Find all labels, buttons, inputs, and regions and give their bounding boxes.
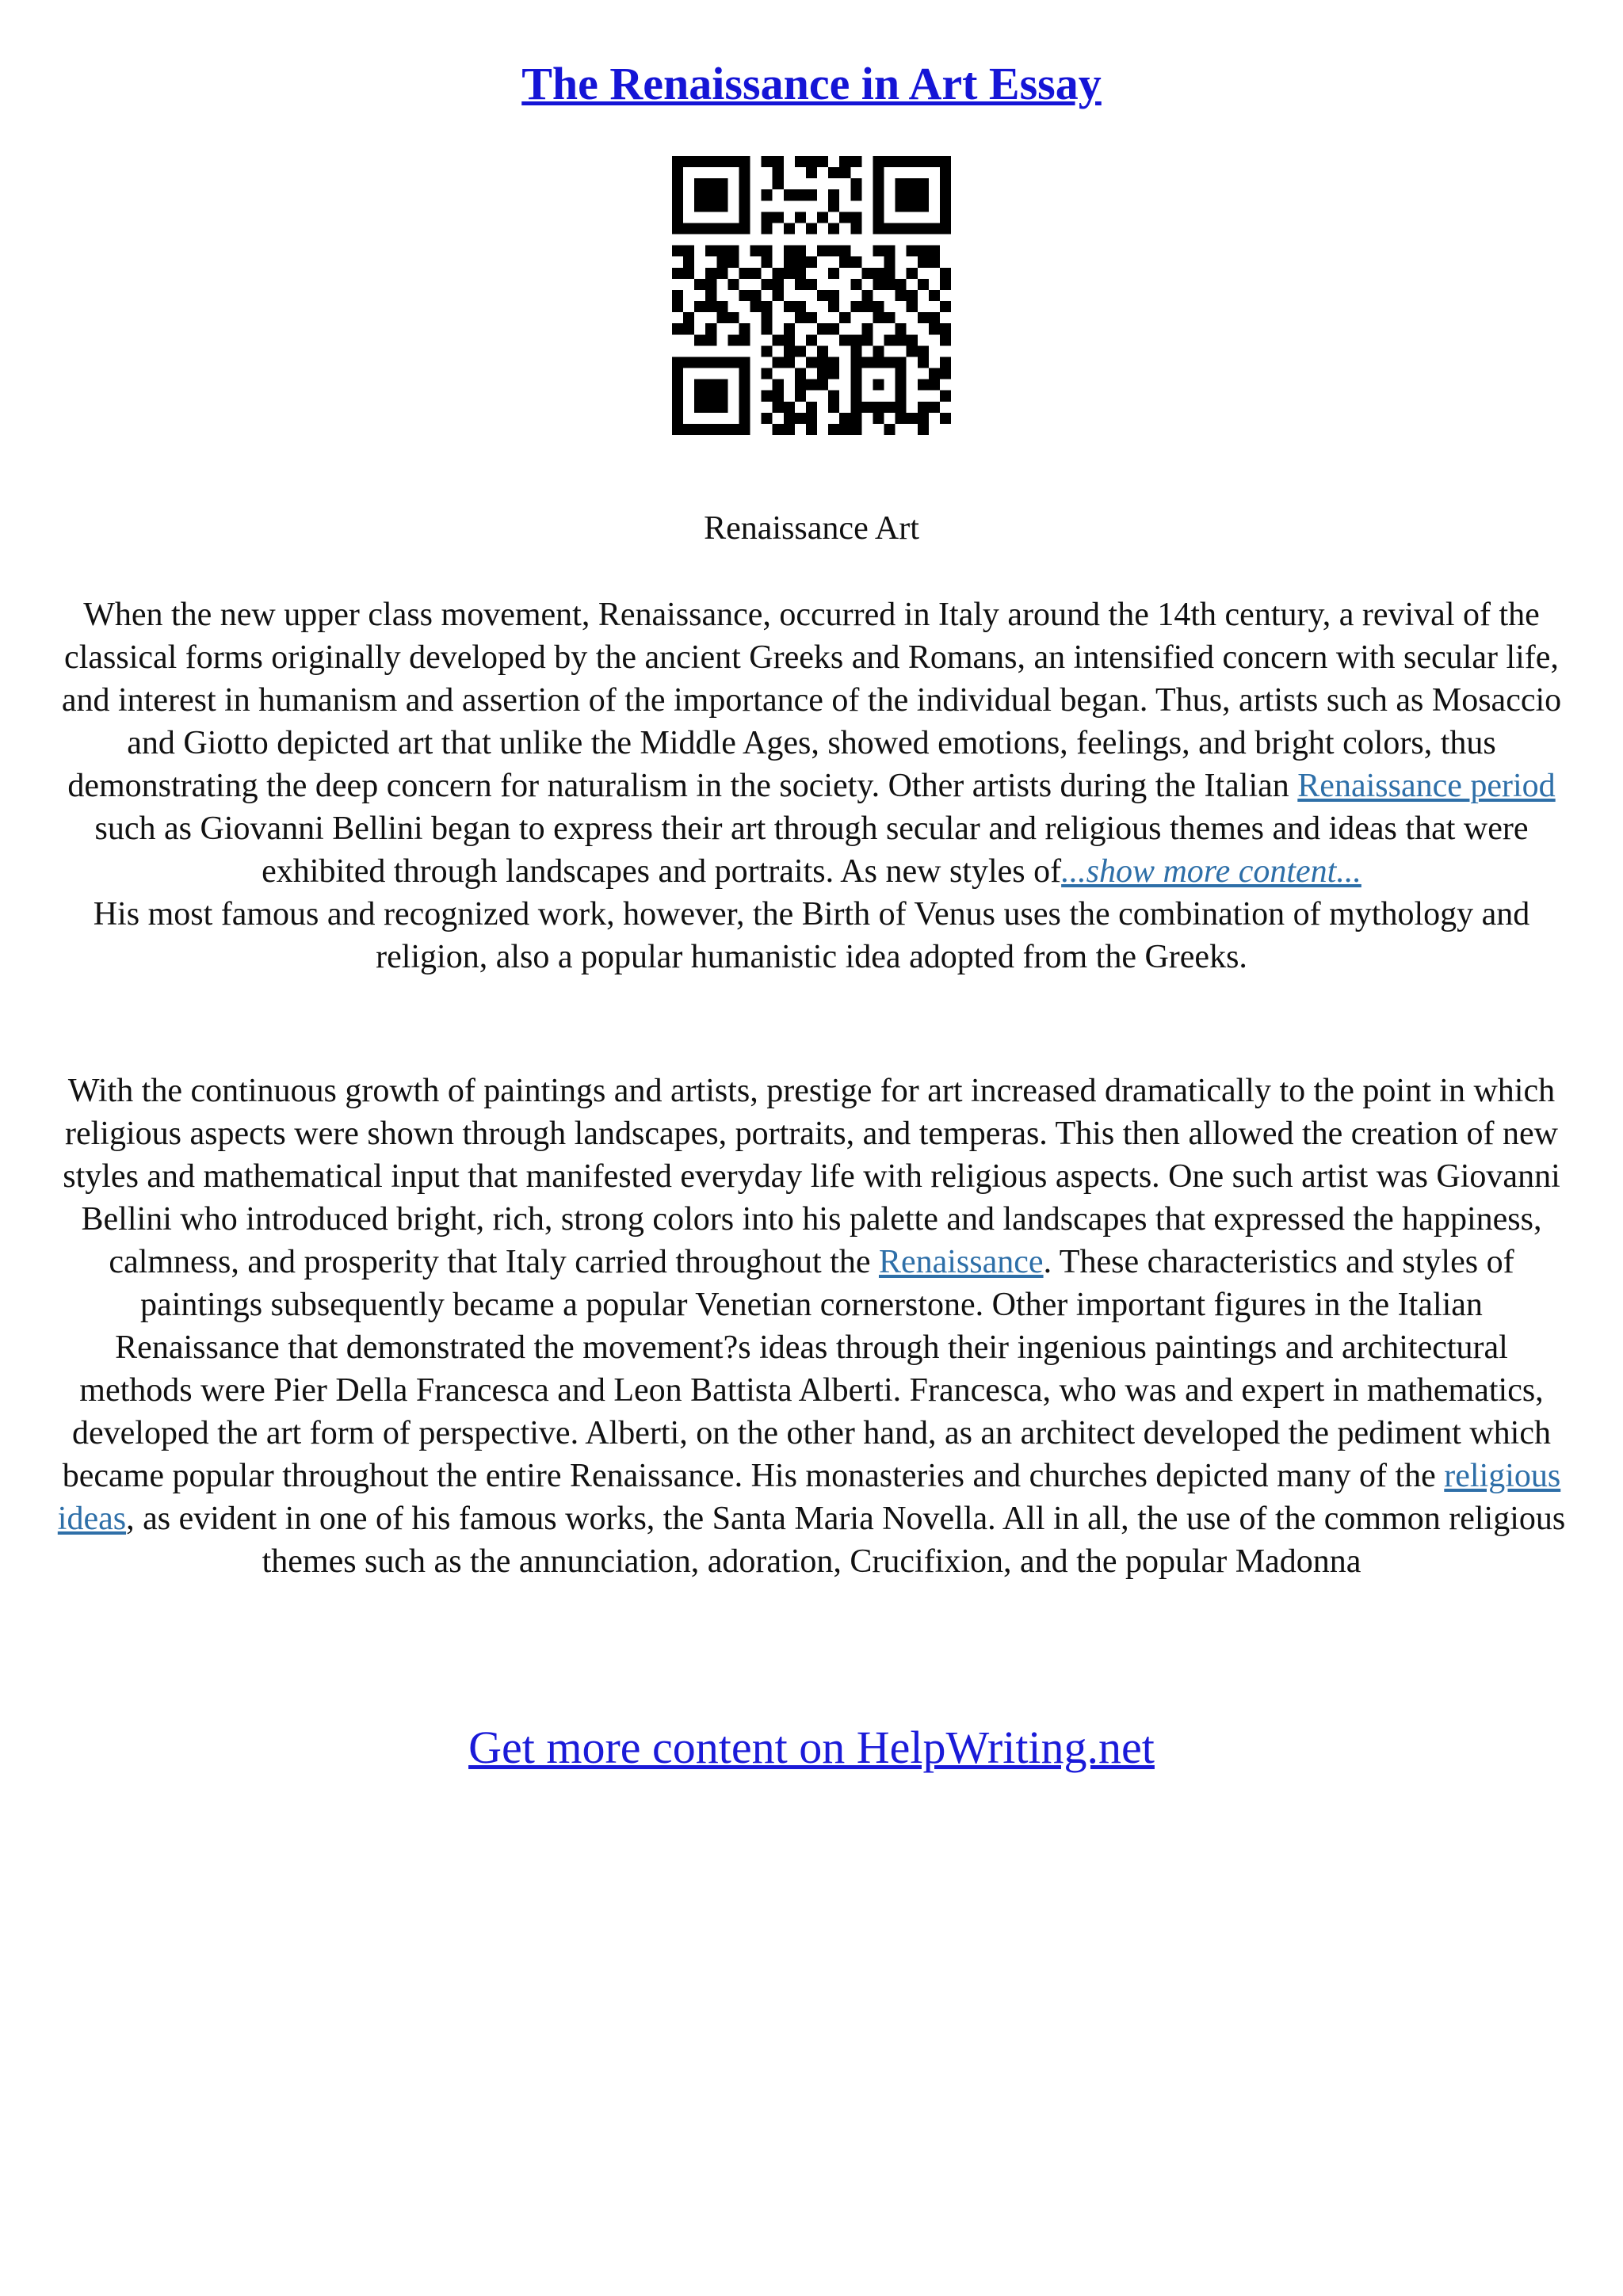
paragraph-2: His most famous and recognized work, however, the Birth of Venus uses the combination of mythology and religion, also a popular humanistic idea adopted from the Greeks.	[93, 896, 1530, 975]
show-more-link[interactable]: ...show more content...	[1061, 853, 1361, 890]
religious-ideas-link[interactable]: religious ideas	[57, 1458, 1561, 1537]
renaissance-link[interactable]: Renaissance	[878, 1244, 1044, 1280]
paragraph-1	[57, 593, 1566, 893]
essay-body-top	[57, 593, 1566, 978]
paragraph-3	[57, 1070, 1566, 1583]
paragraph-1-text-b: such as Giovanni Bellini began to express their art through secular and religious themes and ideas that were exhibited through landscapes and portraits. As new styles of	[94, 810, 1529, 890]
essay-heading: Renaissance Art	[704, 510, 919, 547]
paragraph-3-text-c: , as evident in one of his famous works, the Santa Maria Novella. All in all, the use of the common religious themes such as the annunciation, adoration, Crucifixion, and the popular Madonna	[126, 1501, 1566, 1580]
get-more-content-link[interactable]: Get more content on HelpWriting.net	[468, 1722, 1155, 1773]
renaissance-period-link[interactable]: Renaissance period	[1297, 768, 1556, 804]
paragraph-3-text-a: With the continuous growth of paintings and artists, prestige for art increased dramatically to the point in which religious aspects were shown through landscapes, portraits, and temperas. This then allowed the creation of new styles and mathematical input that manifested everyday life with religious aspects. One such artist was Giovanni Bellini who introduced bright, rich, strong colors into his palette and landscapes that expressed the happiness, calmness, and prosperity that Italy carried throughout the	[63, 1073, 1560, 1280]
paragraph-1-text-a: When the new upper class movement, Renaissance, occurred in Italy around the 14th century, a revival of the classical forms originally developed by the ancient Greeks and Romans, an intensified concern with secular life, and interest in humanism and assertion of the importance of the individual began. Thus, artists such as Mosaccio and Giotto depicted art that unlike the Middle Ages, showed emotions, feelings, and bright colors, thus demonstrating the deep concern for naturalism in the society. Other artists during the Italian	[61, 597, 1562, 804]
essay-body-bottom	[57, 1070, 1566, 1583]
page-title-link[interactable]: The Renaissance in Art Essay	[521, 58, 1102, 109]
paragraph-3-text-b: . These characteristics and styles of paintings subsequently became a popular Venetian cornerstone. Other important figures in the Italian Renaissance that demonstrated the movement?s ideas through their ingenious paintings and architectural methods were Pier Della Francesca and Leon Battista Alberti. Francesca, who was and expert in mathematics, developed the art form of perspective. Alberti, on the other hand, as an architect developed the pediment which became popular throughout the entire Renaissance. His monasteries and churches depicted many of the	[62, 1244, 1551, 1494]
qr-code-icon	[672, 156, 951, 435]
